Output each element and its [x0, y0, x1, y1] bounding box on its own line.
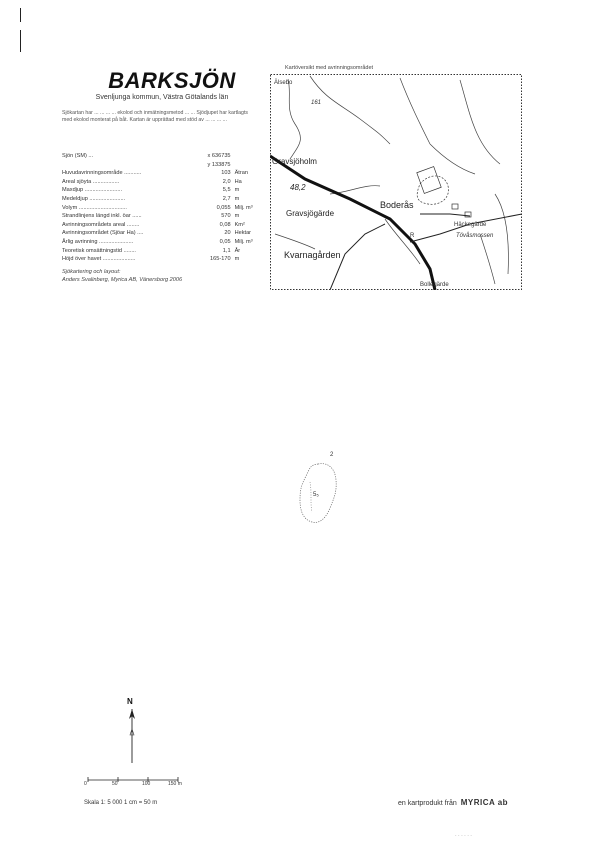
brand-prefix: en kartprodukt från [398, 800, 457, 807]
stat-value: 20 [224, 230, 231, 237]
stat-row [62, 186, 262, 195]
place-gravsjogarde: Gravsjögärde [286, 209, 335, 218]
stat-label: Teoretisk omsättningstid ........ [62, 247, 136, 254]
lake-outline [290, 446, 350, 532]
north-arrow-icon [122, 695, 142, 765]
stat-row [62, 169, 262, 178]
place-gravsjoholm: Gravsjöholm [272, 157, 317, 166]
page-title: BARKSJÖN [108, 68, 236, 93]
stat-row [62, 238, 262, 247]
stat-unit: m [234, 187, 240, 194]
stat-unit: Hektar [234, 230, 252, 237]
stat-unit: m [234, 256, 240, 263]
stat-row [62, 255, 262, 264]
stat-row [62, 178, 262, 187]
stat-value: 0,08 [219, 221, 231, 228]
stat-label: Maxdjup ........................ [62, 187, 122, 194]
stat-label [62, 161, 189, 170]
scale-tick-label: 150 m [168, 781, 182, 787]
stat-value: 2,7 [222, 195, 231, 202]
lake-depth-label: 5₅ [313, 492, 319, 498]
edge-mark-bottom [20, 30, 21, 52]
stat-row [62, 221, 262, 230]
stat-value: 165-170 [210, 256, 231, 263]
stats-table [62, 152, 262, 264]
stat-value: 0,05 [219, 238, 231, 245]
stat-unit: m [234, 195, 240, 202]
scale-tick-label: 0 [84, 781, 87, 787]
stat-row [62, 195, 262, 204]
stat-unit: Ha [234, 178, 242, 185]
stat-value: 0,055 [216, 204, 231, 211]
stat-unit: Milj. m³ [234, 238, 253, 245]
stat-row [62, 229, 262, 238]
stat-row [62, 247, 262, 256]
place-kvarnagarden: Kvarnagården [284, 250, 341, 260]
footer-note: · · · · · · [455, 833, 472, 839]
page-subtitle: Svenljunga kommun, Västra Götalands län [95, 94, 229, 101]
brand-name: MYRICA ab [460, 798, 509, 807]
overview-title: Kartöversikt med avrinningsområdet [285, 65, 374, 71]
scale-tick-label: 100 [142, 781, 151, 787]
stat-label: Årlig avrinning ...................... [62, 238, 134, 245]
credits-line-2: Anders Svalinberg, Myrica AB, Vänersborg 2006 [62, 277, 183, 283]
road-label-161: 161 [311, 100, 322, 106]
place-boderas: Boderås [380, 200, 414, 210]
stat-label: Avrinningsområdet (Sjöar Ha) .... [62, 230, 144, 237]
stat-value: 1,1 [222, 247, 231, 254]
credits-line-1: Sjökartering och layout: [62, 269, 121, 275]
road-label-r: R [410, 233, 415, 239]
stat-label: Medeldjup ....................... [62, 195, 126, 202]
stat-value: 570 [221, 213, 231, 220]
stat-value: 5,5 [222, 187, 231, 194]
north-label: N [127, 697, 133, 706]
credits [62, 268, 262, 284]
place-tovasmossen: Tövåsmossen [456, 233, 494, 239]
description-text: Sjökartan har ... ... ... ... ekolod och inmätningsmetod ... ... Sjödjupet har kartlagts med ekolod monterat på båt. Kartan är upprättad med stöd av ... ... ... ... [62, 110, 248, 124]
stat-label: Areal sjöyta ................. [62, 178, 120, 185]
scale-text: Skala 1: 5 000 1 cm = 50 m [84, 800, 158, 806]
stat-label: Strandlinjens längd inkl. öar ...... [62, 213, 142, 220]
stat-label: Avrinningsområdets areal ........ [62, 221, 140, 228]
stat-unit: Ätran [234, 170, 248, 177]
stat-value: 103 [221, 170, 231, 177]
stat-label: Höjd över havet ..................... [62, 256, 136, 263]
road-label-48: 48,2 [290, 183, 306, 192]
stat-row [62, 152, 262, 161]
stat-unit: Km² [234, 221, 245, 228]
stat-unit [231, 152, 262, 161]
stat-row [62, 161, 262, 170]
stat-value: 2,0 [222, 178, 231, 185]
edge-mark-top [20, 8, 21, 22]
stat-row [62, 204, 262, 213]
stat-label: Sjön (SM) ... [62, 153, 94, 159]
brand [398, 798, 508, 807]
stat-row [62, 212, 262, 221]
stat-unit: År [234, 247, 241, 254]
place-bottom: Bollegärde [420, 282, 449, 288]
stat-label: Volym ............................... [62, 204, 127, 211]
place-hackegarde: Häckegärde [454, 222, 487, 228]
stat-unit [231, 161, 262, 170]
scale-tick-label: 50 [112, 781, 118, 787]
stat-value: y 133875 [207, 161, 231, 168]
stat-value: x 636735 [207, 153, 231, 159]
lake-number-label: 2 [330, 452, 334, 458]
place-alsebo: Älsebo [274, 80, 293, 86]
stat-label: Huvudavrinningsområde ........... [62, 170, 142, 177]
stat-unit: Milj. m³ [234, 204, 253, 211]
stat-unit: m [234, 213, 240, 220]
